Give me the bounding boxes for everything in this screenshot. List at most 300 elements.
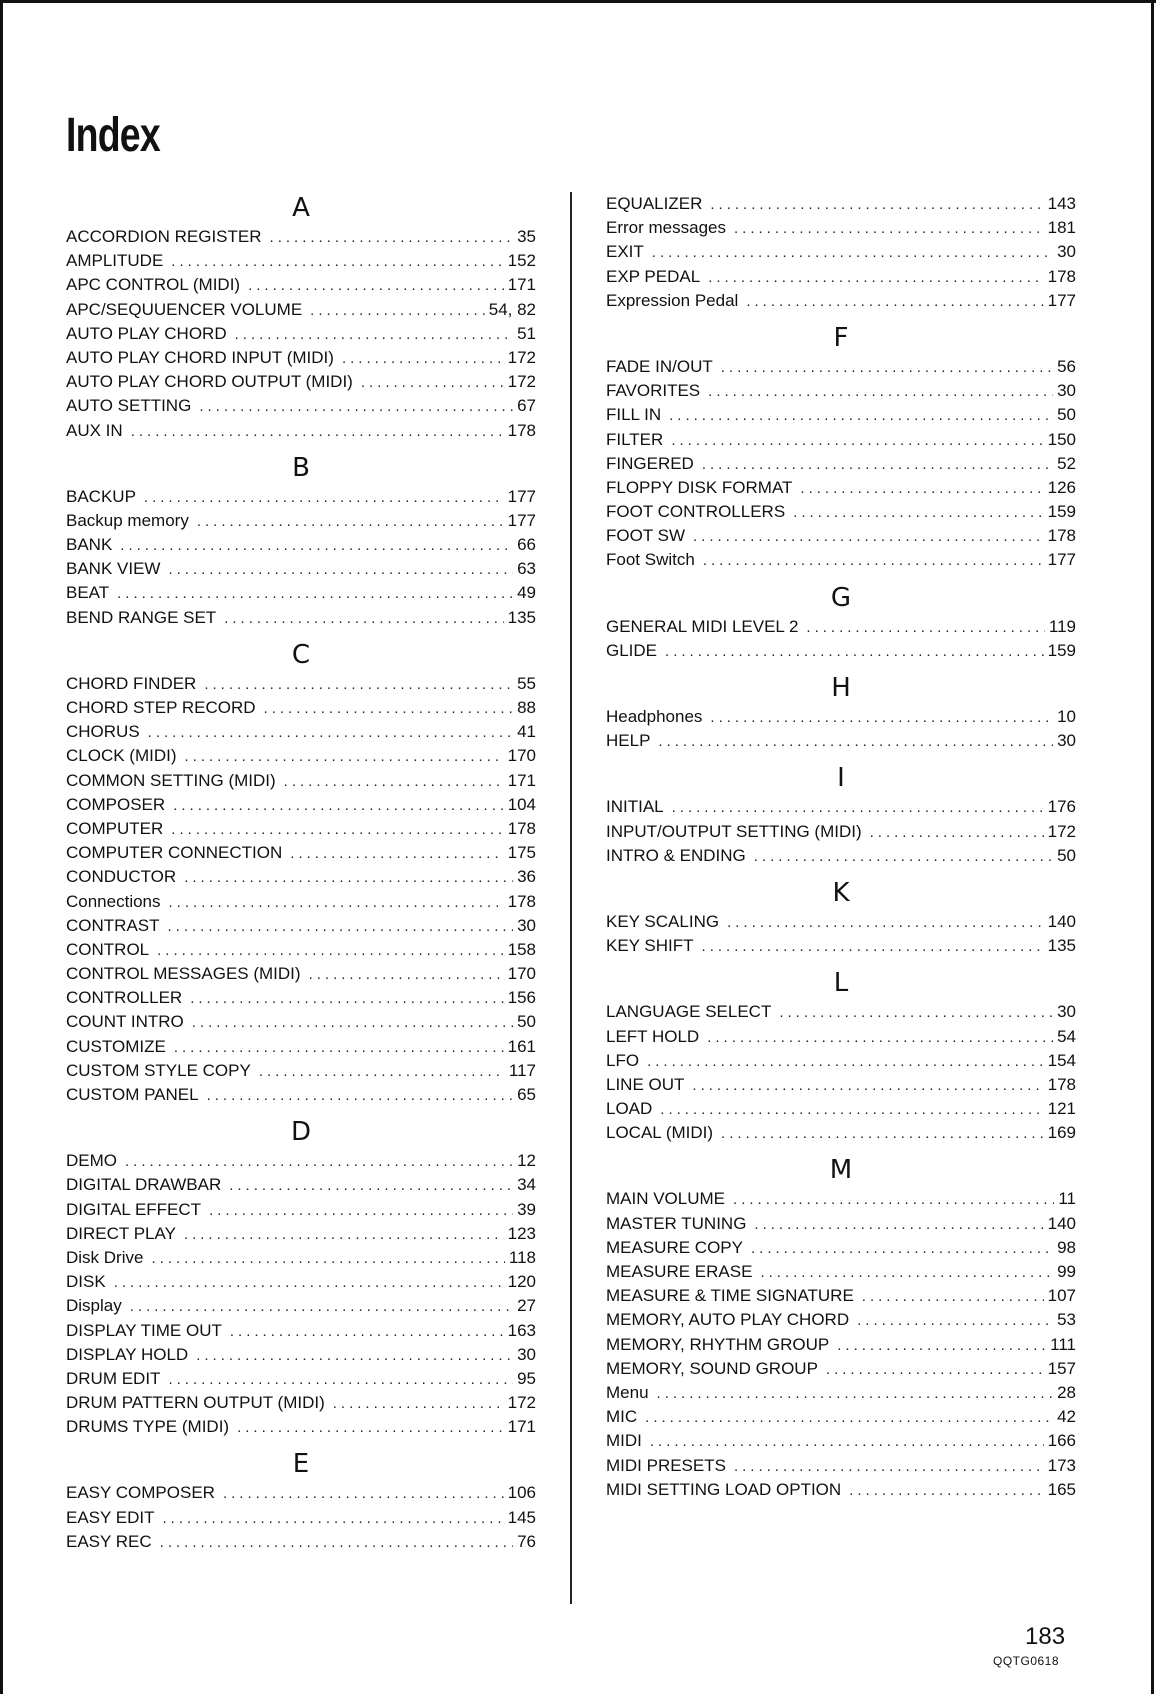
dot-leader xyxy=(800,477,1043,501)
dot-leader xyxy=(248,274,504,298)
index-column-left xyxy=(66,192,536,1563)
index-entry xyxy=(606,844,1076,868)
index-entry xyxy=(606,1284,1076,1308)
index-entry xyxy=(66,1343,536,1367)
entry-term: ACCORDION REGISTER xyxy=(66,227,262,246)
index-entry xyxy=(66,1391,536,1415)
entry-term: MIC xyxy=(606,1407,638,1427)
entry-page: 170 xyxy=(507,746,536,766)
index-entry xyxy=(606,403,1076,427)
dot-leader xyxy=(658,730,1053,754)
entry-term: CONTRAST xyxy=(66,915,160,935)
entry-page: 177 xyxy=(507,486,536,506)
index-entry xyxy=(606,1097,1076,1121)
entry-term: AUX IN xyxy=(66,420,123,440)
entry-page: 30 xyxy=(1057,1002,1076,1022)
index-section xyxy=(606,877,1076,958)
entry-term: COMPUTER xyxy=(66,818,164,838)
dot-leader xyxy=(229,1174,513,1198)
entry-page: 178 xyxy=(507,891,536,911)
index-entry xyxy=(606,705,1076,729)
dot-leader xyxy=(692,1074,1043,1098)
index-entry xyxy=(606,240,1076,264)
section-letter: I xyxy=(837,763,845,794)
dot-leader xyxy=(710,706,1053,730)
entry-term: BEAT xyxy=(66,583,110,603)
entry-page: 171 xyxy=(507,275,536,295)
index-section xyxy=(606,762,1076,868)
dot-leader xyxy=(131,420,504,444)
entry-term: EASY REC xyxy=(66,1531,152,1551)
index-entry xyxy=(606,1236,1076,1260)
entry-page: 11 xyxy=(1058,1189,1076,1209)
dot-leader xyxy=(185,745,504,769)
dot-leader xyxy=(168,558,513,582)
section-letter: F xyxy=(833,322,849,353)
entry-term: EQUALIZER xyxy=(606,194,703,213)
dot-leader xyxy=(196,1344,513,1368)
entry-page: 140 xyxy=(1047,1213,1076,1233)
index-entry xyxy=(66,841,536,865)
entry-term: COMMON SETTING (MIDI) xyxy=(66,770,276,790)
entry-page: 152 xyxy=(507,251,536,271)
entry-page: 49 xyxy=(517,583,536,603)
index-entry xyxy=(66,273,536,297)
dot-leader xyxy=(197,510,504,534)
dot-leader xyxy=(192,1011,513,1035)
section-letter: E xyxy=(292,1449,310,1480)
entry-term: BANK VIEW xyxy=(66,559,161,579)
entry-page: 159 xyxy=(1047,502,1076,522)
dot-leader xyxy=(734,217,1044,241)
entry-page: 56 xyxy=(1057,356,1076,376)
dot-leader xyxy=(235,323,513,347)
entry-page: 140 xyxy=(1047,911,1076,931)
index-entry xyxy=(66,720,536,744)
entry-page: 171 xyxy=(507,770,536,790)
index-entry xyxy=(606,910,1076,934)
entry-term: FAVORITES xyxy=(606,381,701,401)
entry-term: Display xyxy=(66,1296,122,1316)
entry-page: 117 xyxy=(508,1060,536,1080)
entry-term: CUSTOMIZE xyxy=(66,1036,166,1056)
dot-leader xyxy=(114,1271,504,1295)
index-section xyxy=(606,192,1076,313)
index-entry xyxy=(66,1294,536,1318)
index-entry xyxy=(606,500,1076,524)
document-code: QQTG0618 xyxy=(993,1654,1060,1668)
entry-term: CONDUCTOR xyxy=(66,867,177,887)
section-letter: A xyxy=(292,193,310,223)
entry-term: DIGITAL DRAWBAR xyxy=(66,1175,222,1195)
entry-page: 176 xyxy=(1047,797,1076,817)
entry-page: 88 xyxy=(517,698,536,717)
entry-page: 50 xyxy=(1057,845,1076,865)
entry-term: COUNT INTRO xyxy=(66,1012,184,1032)
entry-page: 52 xyxy=(1057,453,1076,473)
dot-leader xyxy=(647,1050,1044,1074)
entry-page: 143 xyxy=(1047,194,1076,213)
index-entry xyxy=(66,1198,536,1222)
entry-term: LANGUAGE SELECT xyxy=(606,1002,772,1022)
entry-page: 158 xyxy=(507,939,536,959)
entry-term: APC CONTROL (MIDI) xyxy=(66,275,241,295)
index-entry xyxy=(66,322,536,346)
index-entry xyxy=(606,1187,1076,1211)
entry-term: Error messages xyxy=(606,218,726,238)
dot-leader xyxy=(727,911,1044,935)
entry-page: 135 xyxy=(507,607,536,627)
index-entry xyxy=(66,769,536,793)
entry-term: AUTO PLAY CHORD INPUT (MIDI) xyxy=(66,347,334,367)
dot-leader xyxy=(169,891,504,915)
entry-page: 35 xyxy=(517,227,536,246)
entry-page: 53 xyxy=(1057,1310,1076,1330)
entry-term: EASY COMPOSER xyxy=(66,1483,215,1503)
dot-leader xyxy=(660,1098,1043,1122)
entry-page: 173 xyxy=(1047,1455,1076,1475)
entry-page: 34 xyxy=(517,1175,536,1195)
dot-leader xyxy=(702,935,1044,959)
entry-term: MEMORY, RHYTHM GROUP xyxy=(606,1334,830,1354)
entry-term: DISPLAY HOLD xyxy=(66,1344,189,1364)
entry-page: 172 xyxy=(507,372,536,392)
index-entry xyxy=(606,1308,1076,1332)
entry-term: APC/SEQUUENCER VOLUME xyxy=(66,299,303,319)
dot-leader xyxy=(184,866,513,890)
dot-leader xyxy=(665,640,1044,664)
entry-page: 159 xyxy=(1047,640,1076,660)
entry-term: AUTO PLAY CHORD OUTPUT (MIDI) xyxy=(66,372,353,392)
entry-page: 119 xyxy=(1048,616,1076,636)
entry-term: KEY SHIFT xyxy=(606,936,694,956)
entry-page: 55 xyxy=(517,673,536,693)
dot-leader xyxy=(652,241,1053,265)
dot-leader xyxy=(645,1406,1053,1430)
dot-leader xyxy=(209,1199,513,1223)
index-entry xyxy=(606,615,1076,639)
index-entry xyxy=(606,729,1076,753)
entry-term: GLIDE xyxy=(606,640,658,660)
entry-term: CONTROLLER xyxy=(66,988,183,1008)
index-entry xyxy=(66,1035,536,1059)
entry-page: 99 xyxy=(1057,1262,1076,1281)
entry-term: FOOT SW xyxy=(606,526,686,546)
index-entry xyxy=(66,1506,536,1530)
entry-term: INITIAL xyxy=(606,797,664,817)
entry-page: 171 xyxy=(507,1417,536,1437)
entry-page: 181 xyxy=(1047,218,1076,238)
index-entry xyxy=(606,1333,1076,1357)
entry-page: 121 xyxy=(1047,1099,1076,1119)
dot-leader xyxy=(270,226,514,250)
index-entry xyxy=(66,1222,536,1246)
dot-leader xyxy=(190,987,503,1011)
entry-term: Connections xyxy=(66,891,161,911)
section-letter: G xyxy=(830,582,852,613)
entry-page: 145 xyxy=(507,1507,536,1527)
section-letter: L xyxy=(833,968,849,999)
entry-page: 156 xyxy=(507,988,536,1008)
dot-leader xyxy=(708,266,1043,290)
index-section xyxy=(606,1154,1076,1501)
entry-term: Headphones xyxy=(606,707,703,726)
entry-term: FINGERED xyxy=(606,453,694,473)
dot-leader xyxy=(199,395,513,419)
index-entry xyxy=(66,1270,536,1294)
entry-term: CONTROL xyxy=(66,939,150,959)
dot-leader xyxy=(703,549,1044,573)
entry-term: CUSTOM STYLE COPY xyxy=(66,1060,251,1080)
entry-term: LINE OUT xyxy=(606,1074,685,1094)
index-section xyxy=(66,639,536,1107)
entry-page: 63 xyxy=(517,559,536,579)
dot-leader xyxy=(130,1295,513,1319)
section-letter: C xyxy=(291,639,311,670)
index-entry xyxy=(66,1415,536,1439)
entry-page: 30 xyxy=(1057,381,1076,401)
entry-term: HELP xyxy=(606,731,651,751)
dot-leader xyxy=(284,770,504,794)
entry-term: DEMO xyxy=(66,1151,117,1171)
dot-leader xyxy=(862,1285,1044,1309)
entry-term: BACKUP xyxy=(66,486,136,506)
dot-leader xyxy=(342,347,504,371)
entry-page: 65 xyxy=(517,1085,536,1104)
index-entry xyxy=(66,1319,536,1343)
entry-page: 118 xyxy=(508,1247,536,1267)
entry-page: 51 xyxy=(517,323,536,343)
entry-term: CHORD STEP RECORD xyxy=(66,698,256,717)
entry-term: Foot Switch xyxy=(606,550,695,570)
entry-term: MEASURE ERASE xyxy=(606,1262,753,1281)
entry-page: 165 xyxy=(1047,1479,1076,1499)
dot-leader xyxy=(224,607,503,631)
entry-term: GENERAL MIDI LEVEL 2 xyxy=(606,616,799,636)
entry-term: MEASURE COPY xyxy=(606,1237,743,1257)
entry-term: LOAD xyxy=(606,1099,653,1119)
dot-leader xyxy=(657,1382,1054,1406)
index-column-right xyxy=(606,192,1076,1511)
entry-page: 123 xyxy=(507,1223,536,1243)
index-entry xyxy=(606,1405,1076,1429)
index-entry xyxy=(606,452,1076,476)
dot-leader xyxy=(168,915,514,939)
index-entry xyxy=(66,394,536,418)
index-entry xyxy=(66,485,536,509)
entry-term: MEASURE & TIME SIGNATURE xyxy=(606,1286,854,1306)
index-entry xyxy=(606,379,1076,403)
index-entry xyxy=(66,298,536,322)
index-entry xyxy=(66,1083,536,1107)
page-top-border xyxy=(0,0,1156,3)
section-letter: B xyxy=(292,452,310,483)
section-letter: D xyxy=(290,1117,312,1148)
dot-leader xyxy=(760,1261,1053,1285)
dot-leader xyxy=(160,1531,513,1555)
entry-term: COMPUTER CONNECTION xyxy=(66,843,283,863)
index-entry xyxy=(66,1149,536,1173)
entry-term: BEND RANGE SET xyxy=(66,607,217,627)
dot-leader xyxy=(237,1416,504,1440)
index-section xyxy=(66,452,536,630)
entry-term: CONTROL MESSAGES (MIDI) xyxy=(66,964,301,984)
index-entry xyxy=(66,1173,536,1197)
entry-term: EASY EDIT xyxy=(66,1507,155,1527)
entry-page: 172 xyxy=(507,347,536,367)
entry-page: 41 xyxy=(517,722,536,742)
index-entry xyxy=(66,865,536,889)
index-entry xyxy=(66,672,536,696)
index-entry xyxy=(606,1381,1076,1405)
entry-term: CLOCK (MIDI) xyxy=(66,746,177,766)
index-entry xyxy=(606,1357,1076,1381)
entry-term: BANK xyxy=(66,535,113,555)
entry-term: EXP PEDAL xyxy=(606,266,701,286)
dot-leader xyxy=(707,1026,1053,1050)
dot-leader xyxy=(309,963,504,987)
dot-leader xyxy=(826,1358,1044,1382)
index-entry xyxy=(66,1059,536,1083)
index-entry xyxy=(66,1010,536,1034)
dot-leader xyxy=(171,250,503,274)
dot-leader xyxy=(157,939,504,963)
index-section xyxy=(66,192,536,443)
index-section xyxy=(66,1448,536,1554)
index-entry xyxy=(606,1073,1076,1097)
entry-page: 104 xyxy=(507,794,536,814)
entry-page: 178 xyxy=(507,420,536,440)
entry-term: Disk Drive xyxy=(66,1247,144,1267)
index-entry xyxy=(606,265,1076,289)
entry-page: 98 xyxy=(1057,1237,1076,1257)
entry-page: 161 xyxy=(507,1036,536,1056)
entry-page: 177 xyxy=(1047,550,1076,570)
dot-leader xyxy=(857,1309,1053,1333)
dot-leader xyxy=(650,1430,1044,1454)
dot-leader xyxy=(779,1001,1053,1025)
entry-page: 30 xyxy=(517,915,536,935)
entry-term: DISPLAY TIME OUT xyxy=(66,1320,222,1340)
dot-leader xyxy=(173,794,503,818)
entry-page: 120 xyxy=(507,1272,536,1292)
dot-leader xyxy=(672,796,1044,820)
dot-leader xyxy=(702,453,1053,477)
dot-leader xyxy=(204,673,513,697)
entry-page: 12 xyxy=(517,1151,536,1171)
entry-term: CHORUS xyxy=(66,722,140,742)
index-entry xyxy=(606,1478,1076,1502)
entry-term: AMPLITUDE xyxy=(66,251,164,271)
index-entry xyxy=(606,1025,1076,1049)
entry-page: 150 xyxy=(1047,429,1076,449)
page-left-border xyxy=(0,0,3,1694)
index-entry xyxy=(606,795,1076,819)
entry-page: 126 xyxy=(1047,477,1076,497)
index-entry xyxy=(606,639,1076,663)
dot-leader xyxy=(734,1455,1044,1479)
entry-term: MIDI SETTING LOAD OPTION xyxy=(606,1479,842,1499)
entry-term: FOOT CONTROLLERS xyxy=(606,502,786,522)
index-entry xyxy=(66,696,536,720)
dot-leader xyxy=(230,1320,504,1344)
entry-term: MASTER TUNING xyxy=(606,1213,747,1233)
dot-leader xyxy=(264,697,514,721)
entry-page: 106 xyxy=(507,1483,536,1503)
dot-leader xyxy=(693,525,1044,549)
index-entry xyxy=(606,289,1076,313)
index-section xyxy=(606,322,1076,573)
entry-term: FADE IN/OUT xyxy=(606,356,713,376)
entry-page: 54, 82 xyxy=(488,299,536,319)
dot-leader xyxy=(310,299,485,323)
index-entry xyxy=(66,557,536,581)
entry-page: 178 xyxy=(1047,526,1076,546)
dot-leader xyxy=(184,1223,504,1247)
index-entry xyxy=(66,793,536,817)
dot-leader xyxy=(168,1368,513,1392)
dot-leader xyxy=(754,1213,1043,1237)
dot-leader xyxy=(151,1247,504,1271)
entry-page: 170 xyxy=(507,964,536,984)
index-entry xyxy=(66,1246,536,1270)
entry-term: DRUM PATTERN OUTPUT (MIDI) xyxy=(66,1393,325,1413)
index-entry xyxy=(606,1000,1076,1024)
index-entry xyxy=(66,581,536,605)
index-entry xyxy=(66,1481,536,1505)
index-entry xyxy=(66,986,536,1010)
dot-leader xyxy=(746,290,1043,314)
section-letter: K xyxy=(832,877,850,908)
entry-page: 39 xyxy=(517,1199,536,1219)
entry-page: 172 xyxy=(1047,821,1076,841)
entry-term: DISK xyxy=(66,1272,106,1292)
dot-leader xyxy=(207,1084,514,1108)
dot-leader xyxy=(171,818,503,842)
entry-term: CHORD FINDER xyxy=(66,673,197,693)
entry-term: COMPOSER xyxy=(66,794,166,814)
entry-term: MIDI xyxy=(606,1431,642,1451)
entry-page: 67 xyxy=(517,396,536,416)
entry-term: AUTO SETTING xyxy=(66,396,192,416)
index-entry xyxy=(66,533,536,557)
entry-term: Backup memory xyxy=(66,510,189,530)
entry-term: Expression Pedal xyxy=(606,290,739,310)
dot-leader xyxy=(708,380,1053,404)
index-entry xyxy=(66,606,536,630)
entry-term: FILL IN xyxy=(606,405,662,425)
entry-page: 76 xyxy=(517,1531,536,1551)
dot-leader xyxy=(721,356,1053,380)
entry-page: 166 xyxy=(1047,1431,1076,1451)
index-entry xyxy=(606,820,1076,844)
entry-term: MEMORY, AUTO PLAY CHORD xyxy=(606,1310,850,1330)
index-entry xyxy=(606,1121,1076,1145)
dot-leader xyxy=(754,845,1053,869)
entry-page: 178 xyxy=(1047,266,1076,286)
entry-page: 42 xyxy=(1057,1407,1076,1427)
index-entry xyxy=(606,216,1076,240)
dot-leader xyxy=(144,486,504,510)
dot-leader xyxy=(174,1036,504,1060)
dot-leader xyxy=(710,193,1043,217)
entry-page: 107 xyxy=(1047,1286,1076,1306)
index-entry xyxy=(66,419,536,443)
index-entry xyxy=(606,1260,1076,1284)
section-letter: H xyxy=(831,673,851,703)
entry-term: MEMORY, SOUND GROUP xyxy=(606,1358,818,1378)
dot-leader xyxy=(361,371,504,395)
